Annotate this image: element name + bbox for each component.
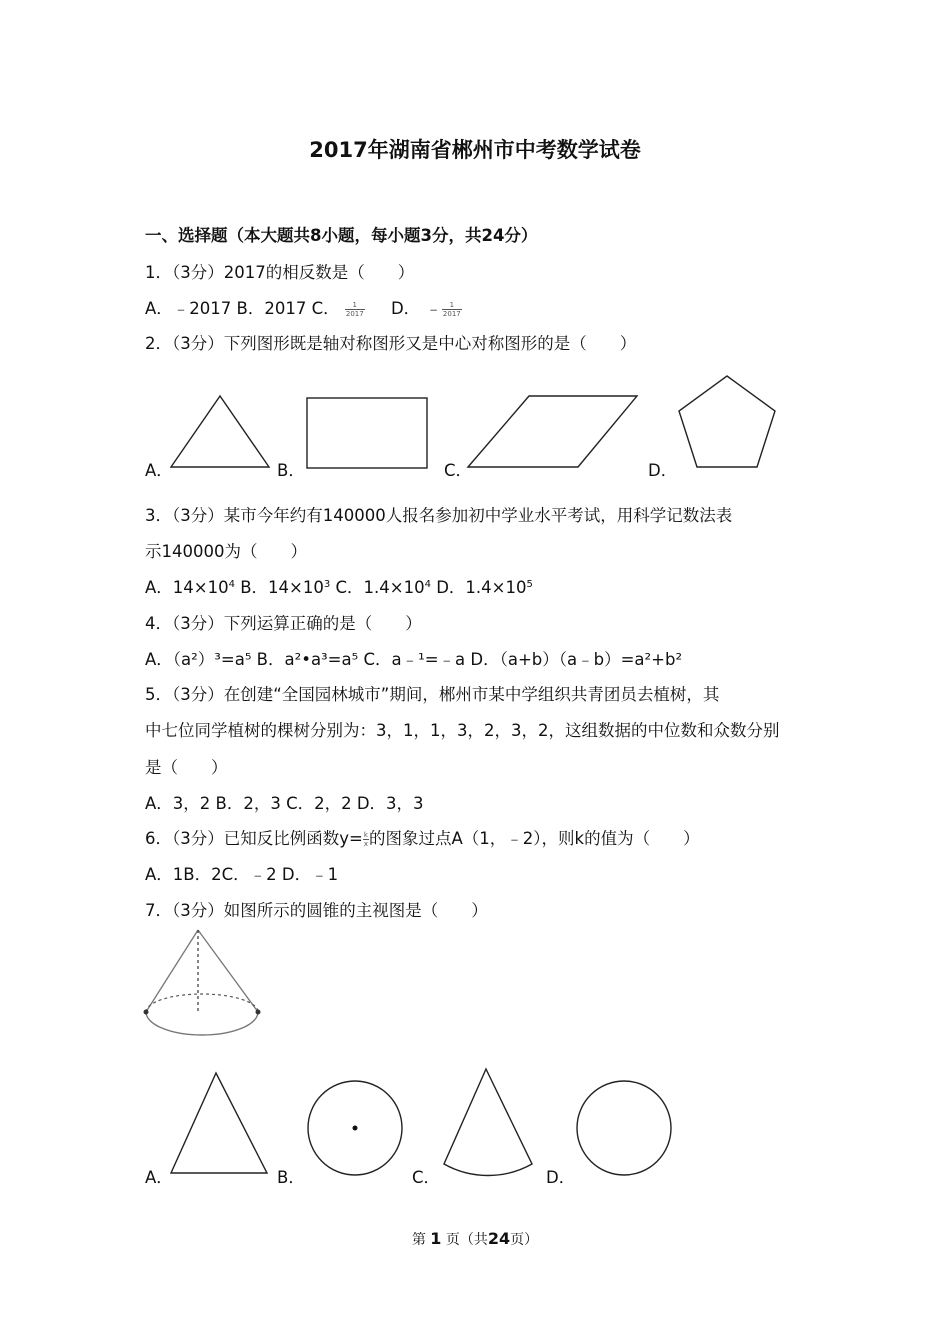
q2-label-d: D． bbox=[648, 461, 678, 480]
question-1-options bbox=[145, 295, 462, 319]
question-3-stem-line1: 3．（3分）某市今年约有140000人报名参加初中学业水平考试，用科学记数法表 bbox=[145, 506, 733, 525]
q2-pentagon-figure bbox=[670, 370, 785, 475]
q7-cone-figure bbox=[140, 925, 268, 1045]
q3-option-d-exp: 5 bbox=[526, 579, 533, 590]
q1-option-b: B．2017 bbox=[236, 299, 307, 318]
q1-fraction-c: $\frac{1}{2017}$ bbox=[345, 301, 364, 318]
footer-page-number: 1 bbox=[430, 1229, 442, 1248]
question-4-options: A．（a²）³=a⁵ B．a²•a³=a⁵ C．a﹣¹=﹣a D．（a+b）（a﹣b）=a²+b² bbox=[145, 650, 683, 669]
q3-option-c: C．1.4×10 bbox=[335, 578, 425, 597]
q2-label-c: C． bbox=[444, 461, 473, 480]
q3-option-a-exp: 4 bbox=[228, 579, 235, 590]
q7-label-b: B． bbox=[277, 1168, 305, 1187]
q1-minus-sign: ﹣ bbox=[425, 299, 442, 318]
q1-option-c: C． bbox=[311, 299, 340, 318]
footer-total-pages: 24 bbox=[487, 1229, 511, 1248]
question-7-stem: 7．（3分）如图所示的圆锥的主视图是（ ） bbox=[145, 901, 488, 920]
footer-pre: 第 bbox=[411, 1232, 426, 1248]
question-1-stem: 1．（3分）2017的相反数是（ ） bbox=[145, 263, 415, 282]
q7-sector-figure bbox=[436, 1063, 540, 1181]
q2-triangle-figure bbox=[165, 390, 275, 470]
q1-option-d: D． bbox=[390, 299, 421, 318]
q3-option-b: B．14×10 bbox=[240, 578, 324, 597]
question-5-options: A．3，2 B．2，3 C．2，2 D．3，3 bbox=[145, 794, 424, 813]
footer-mid: 页（共 bbox=[445, 1232, 488, 1248]
footer-post: 页） bbox=[510, 1232, 539, 1248]
question-5-line1: 5．（3分）在创建“全国园林城市”期间，郴州市某中学组织共青团员去植树，其 bbox=[145, 685, 720, 704]
question-6-stem bbox=[145, 825, 700, 849]
q2-parallelogram-figure bbox=[460, 390, 645, 472]
q6-stem-pre: 6．（3分）已知反比例函数y= bbox=[145, 829, 363, 848]
section-heading: 一、选择题（本大题共8小题，每小题3分，共24分） bbox=[145, 226, 538, 245]
q3-option-b-exp: 3 bbox=[323, 579, 331, 590]
page-footer bbox=[0, 1229, 950, 1249]
q3-option-c-exp: 4 bbox=[424, 579, 431, 590]
question-4-stem: 4．（3分）下列运算正确的是（ ） bbox=[145, 614, 422, 633]
question-3-options bbox=[145, 574, 533, 598]
q7-triangle-figure bbox=[165, 1068, 275, 1178]
question-3-stem-line2: 示140000为（ ） bbox=[145, 542, 307, 561]
q2-rectangle-figure bbox=[300, 392, 435, 474]
q1-option-a: A．﹣2017 bbox=[145, 299, 232, 318]
q3-option-a: A．14×10 bbox=[145, 578, 229, 597]
q3-option-d: D．1.4×10 bbox=[436, 578, 527, 597]
q6-stem-post: 的图象过点A（1，﹣2），则k的值为（ ） bbox=[369, 829, 700, 848]
q7-label-d: D． bbox=[546, 1168, 576, 1187]
q7-circle-with-center-figure bbox=[302, 1075, 408, 1181]
q2-label-a: A． bbox=[145, 461, 173, 480]
q7-circle-figure bbox=[571, 1075, 677, 1181]
question-5-line3: 是（ ） bbox=[145, 758, 228, 777]
question-6-options: A．1B．2C．﹣2 D．﹣1 bbox=[145, 865, 339, 884]
q7-label-a: A． bbox=[145, 1168, 173, 1187]
q2-label-b: B． bbox=[277, 461, 305, 480]
question-5-line2: 中七位同学植树的棵树分别为：3，1，1，3，2，3，2，这组数据的中位数和众数分别 bbox=[145, 721, 780, 740]
q6-fraction: $\frac{k}{x}$ bbox=[363, 831, 368, 848]
page-title: 2017年湖南省郴州市中考数学试卷 bbox=[309, 138, 641, 162]
question-2-stem: 2．（3分）下列图形既是轴对称图形又是中心对称图形的是（ ） bbox=[145, 334, 637, 353]
q1-fraction-d: $\frac{1}{2017}$ bbox=[442, 301, 461, 318]
q7-label-c: C． bbox=[412, 1168, 441, 1187]
